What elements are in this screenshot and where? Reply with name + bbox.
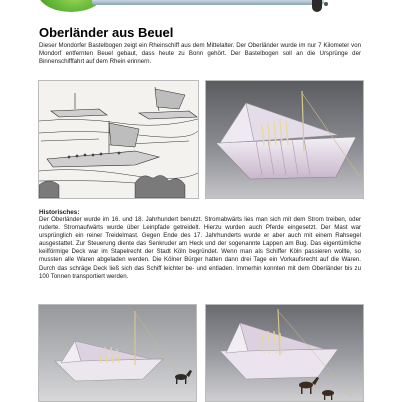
history-heading: Historisches:	[39, 209, 80, 216]
model-ship-drawing-3	[206, 305, 363, 401]
intro-paragraph: Dieser Mondorfer Bastelbogen zeigt ein Rheinschiff aus dem Mittelalter. Der Oberländer wurde im nur 7 Kilometer von Mondorf entfernten Beuel gebaut, dass heute zu Bonn gehört. Der Bastelbogen soll an die Ursprünge der Binnenschifffahrt auf dem Rhein erinnern.	[39, 42, 361, 66]
header-banner	[0, 0, 400, 18]
model-ship-drawing-1	[206, 81, 363, 198]
banner-bar	[92, 0, 324, 5]
page-title: Oberländer aus Beuel	[39, 25, 174, 40]
model-ship-photo-3	[205, 304, 364, 402]
model-ship-drawing-2	[39, 305, 196, 401]
banner-dot-icon	[324, 2, 328, 6]
woodcut-image	[38, 80, 199, 199]
model-ship-photo-1	[205, 80, 364, 199]
banner-knob-icon	[312, 0, 322, 12]
woodcut-drawing	[39, 81, 198, 198]
history-paragraph: Der Oberländer wurde im 16. und 18. Jahrhundert benutzt. Stromabwärts lies man sich mit dem Strom treiben, oder ruderte. Stromaufwärts wurde über Leinpfade getreidelt. Hierzu wurden auch Pferde eingesetzt. Der Mast war ursprünglich ein reiner Treidelmast. Gegen Ende des 17. Jahrhunderts wurde er aber auch mit einem Rahsegel ausgestattet. Zur Steuerung diente das Senkruder am Heck und der sogenannte Lappen am Bug. Das eigentümliche keilförmige Deck war im Stapelrecht der Stadt Köln begründet. Wenn man als Schiffer Köln passieren wollte, so mussten alle Waren abgeladen werden. Die Kölner Bürger hatten dann drei Tage ein Vorkaufsrecht auf die Waren. Durch das schräge Deck ließ sich das Schiff leichter be- und entladen. Immerhin konnten mit dem Oberländer bis zu 100 Tonnen transportiert werden.	[39, 216, 361, 280]
model-ship-photo-2	[38, 304, 197, 402]
